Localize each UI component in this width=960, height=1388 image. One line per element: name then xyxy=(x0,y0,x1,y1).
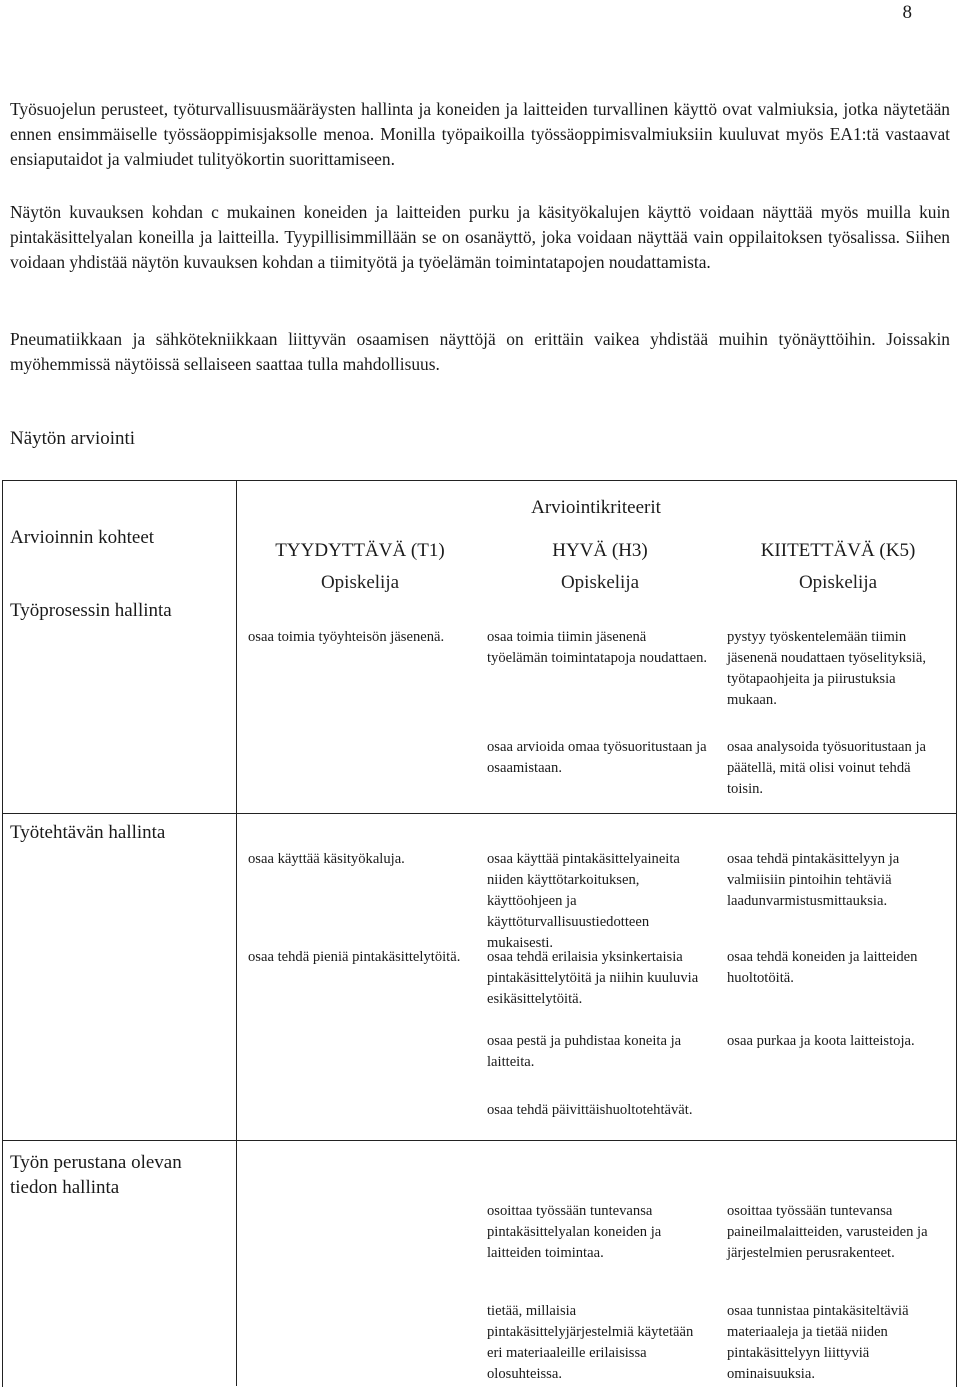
criterion-text: osoittaa työssään tuntevansa paineilmalaitteiden, varusteiden ja järjestelmien perusrakenteet. xyxy=(727,1203,928,1261)
student-label-k5: Opiskelija xyxy=(798,572,878,593)
criterion-text: osaa purkaa ja koota laitteistoja. xyxy=(727,1033,915,1049)
table-divider-top xyxy=(2,480,955,481)
criterion-text: osaa pestä ja puhdistaa koneita ja laitteita. xyxy=(487,1033,682,1070)
row-target-process: Työprosessin hallinta xyxy=(10,600,172,621)
table-divider-row2 xyxy=(2,1140,956,1141)
criterion-text: osaa analysoida työsuoritustaan ja päätellä, mitä olisi voinut tehdä toisin. xyxy=(727,739,926,797)
level-k5: KIITETTÄVÄ (K5) xyxy=(760,540,916,561)
demonstration-paragraph: Näytön kuvauksen kohdan c mukainen koneiden ja laitteiden purku ja käsityökalujen käyttö voidaan näyttää myös muilla kuin pintakäsittelyalan koneilla ja laitteilla. Tyypillisimmillään se on osanäyttö, joka voidaan näyttää vain oppilaitoksen työsalissa. Siihen voidaan yhdistää näytön kuvauksen kohdan a tiimityötä ja työelämän toimintatapojen noudattamista. xyxy=(10,202,950,272)
table-divider-row1 xyxy=(2,813,956,814)
section-heading: Näytön arviointi xyxy=(10,428,136,449)
criterion-text: pystyy työskentelemään tiimin jäsenenä noudattaen työselityksiä, työtapaohjeita ja piirustuksia mukaan. xyxy=(727,629,926,708)
criteria-header: Arviointikriteerit xyxy=(531,497,661,518)
targets-header: Arvioinnin kohteet xyxy=(10,527,155,548)
criterion-text: osaa tehdä pintakäsittelyyn ja valmiisiin pintoihin tehtäviä laadunvarmistusmittauksia. xyxy=(727,851,900,909)
criterion-text: osaa toimia tiimin jäsenenä työelämän toimintatapoja noudattaen. xyxy=(487,629,708,666)
criterion-text: osaa tehdä erilaisia yksinkertaisia pintakäsittelytöitä ja niihin kuuluvia esikäsittelytöitä. xyxy=(487,949,699,1007)
criterion-text: osaa toimia työyhteisön jäsenenä. xyxy=(248,629,445,645)
criterion-text: osaa tehdä pieniä pintakäsittelytöitä. xyxy=(248,949,461,965)
student-label-h3: Opiskelija xyxy=(560,572,640,593)
level-h3: HYVÄ (H3) xyxy=(552,540,648,561)
pneumatics-paragraph: Pneumatiikkaan ja sähkötekniikkaan liittyvän osaamisen näyttöjä on erittäin vaikea yhdistää muihin työnäyttöihin. Joissakin myöhemmissä näytöissä sellaiseen saattaa tulla mahdollisuus. xyxy=(10,329,950,374)
criterion-text: osaa tunnistaa pintakäsiteltäviä materiaaleja ja tietää niiden pintakäsittelyyn liittyviä ominaisuuksia. xyxy=(727,1303,909,1382)
criterion-text: osaa tehdä päivittäishuoltotehtävät. xyxy=(487,1102,693,1118)
criterion-text: osoittaa työssään tuntevansa pintakäsittelyalan koneiden ja laitteiden toimintaa. xyxy=(487,1203,662,1261)
student-label-t1: Opiskelija xyxy=(320,572,400,593)
criterion-text: osaa käyttää käsityökaluja. xyxy=(248,851,405,867)
level-t1: TYYDYTTÄVÄ (T1) xyxy=(275,540,445,561)
criterion-text: osaa käyttää pintakäsittelyaineita niiden käyttötarkoituksen, käyttöohjeen ja käyttöturvallisuustiedotteen mukaisesti. xyxy=(487,851,680,951)
intro-paragraph: Työsuojelun perusteet, työturvallisuusmääräysten hallinta ja koneiden ja laitteiden turvallinen käyttö ovat valmiuksia, jotka näytetään ennen ensimmäiselle työssäoppimisjaksolle menoa. Monilla työpaikoilla työssäoppimisvalmiuksiin kuuluvat myös EA1:tä vastaavat ensiaputaidot ja valmiudet tulityökortin suorittamiseen. xyxy=(10,99,950,169)
page-number: 8 xyxy=(902,2,912,23)
row-target-task: Työtehtävän hallinta xyxy=(10,822,166,843)
table-divider-vertical xyxy=(236,480,237,1386)
criterion-text: osaa tehdä koneiden ja laitteiden huoltotöitä. xyxy=(727,949,918,986)
criterion-text: tietää, millaisia pintakäsittelyjärjestelmiä käytetään eri materiaaleille erilaisissa olosuhteissa. xyxy=(487,1303,694,1382)
row-target-knowledge: Työn perustana olevan tiedon hallinta xyxy=(10,1152,182,1198)
criterion-text: osaa arvioida omaa työsuoritustaan ja osaamistaan. xyxy=(487,739,707,776)
